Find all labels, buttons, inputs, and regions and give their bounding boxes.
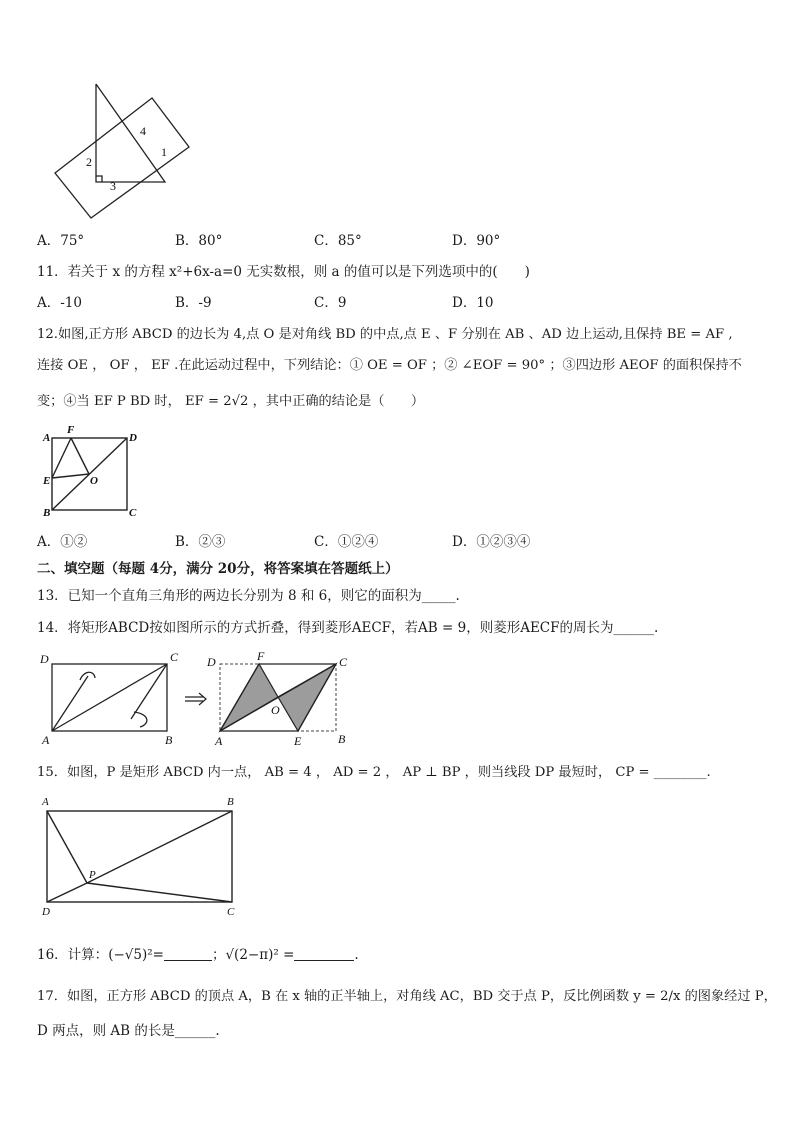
q12-option-b: B．②③: [175, 534, 226, 550]
q14-right-label-e: E: [294, 734, 302, 748]
q10-label-4: 4: [140, 124, 146, 138]
q14-right-label-f: F: [257, 649, 265, 663]
q15-segment-dp: [47, 883, 87, 902]
q15-label-c: C: [227, 906, 235, 918]
q14-left-label-a: A: [42, 733, 50, 747]
q15-segment-ap: [47, 811, 87, 883]
q10-option-a: A．75°: [37, 233, 85, 249]
q10-label-2: 2: [86, 155, 92, 169]
q15-segment-bp: [87, 811, 232, 883]
q16-end: .: [354, 947, 359, 963]
q10-option-d: D．90°: [452, 233, 501, 249]
q12-option-d: D．①②③④: [452, 534, 531, 550]
q15-label-p: P: [89, 869, 96, 881]
q10-label-3: 3: [110, 179, 116, 193]
q14-left-label-d: D: [40, 652, 49, 666]
q10-option-b: B．80°: [175, 233, 223, 249]
q14-right-label-c: C: [339, 655, 348, 669]
q14-right-label-b: B: [338, 732, 346, 746]
q16-separator: ；: [211, 947, 226, 963]
q16-expression-2: √(2−π)² =: [225, 947, 295, 963]
section-title: 二、填空题（每题 4分，满分 20分，将答案填在答题纸上）: [37, 561, 399, 577]
q11-option-d: D．10: [452, 295, 494, 311]
q12-label-e: E: [43, 475, 51, 487]
q11-question: 11．若关于 x 的方程 x²+6x-a=0 无实数根，则 a 的值可以是下列选项中的( ): [37, 264, 530, 280]
q11-option-c: C．9: [314, 295, 347, 311]
q14-right-label-d: D: [207, 655, 216, 669]
q17-question-line1: 17．如图，正方形 ABCD 的顶点 A，B 在 x 轴的正半轴上，对角线 AC，BD 交于点 P，反比例函数 y = 2/x 的图象经过 P，: [37, 989, 777, 1004]
q12-option-a: A．①②: [37, 534, 88, 550]
q16-question: [37, 943, 359, 963]
q10-label-1: 1: [161, 145, 167, 159]
q14-question: 14．将矩形ABCD按如图所示的方式折叠，得到菱形AECF，若AB = 9，则菱形AECF的周长为______.: [37, 620, 659, 636]
q12-question-line1: 12.如图,正方形 ABCD 的边长为 4,点 O 是对角线 BD 的中点,点 E 、F 分别在 AB 、AD 边上运动,且保持 BE = AF ,: [37, 327, 733, 342]
q14-right-label-a: A: [215, 734, 223, 748]
q12-label-o: O: [90, 475, 98, 487]
q17-question-line2: D 两点，则 AB 的长是______.: [37, 1023, 220, 1039]
q16-prefix: 16．计算：: [37, 947, 109, 963]
q12-question-line2: 连接 OE ， OF ， EF .在此运动过程中，下列结论：① OE = OF ；② ∠EOF = 90° ；③四边形 AEOF 的面积保持不: [37, 358, 742, 373]
q15-label-b: B: [227, 796, 234, 808]
q15-question: 15．如图，P 是矩形 ABCD 内一点， AB = 4 ， AD = 2 ， AP ⊥ BP ，则当线段 DP 最短时， CP = ________.: [37, 765, 711, 780]
q12-label-c: C: [129, 507, 137, 519]
q12-option-c: C．①②④: [314, 534, 379, 550]
q11-option-b: B．-9: [175, 295, 212, 311]
q14-left-label-b: B: [165, 733, 173, 747]
q14-right-label-o: O: [271, 703, 280, 717]
q12-label-d: D: [129, 432, 137, 444]
q13-question: 13．已知一个直角三角形的两边长分别为 8 和 6，则它的面积为_____.: [37, 588, 460, 604]
q15-label-a: A: [42, 796, 49, 808]
q15-segment-cp: [87, 883, 232, 902]
q11-option-a: A．-10: [37, 295, 82, 311]
q14-left-label-c: C: [170, 650, 179, 664]
q15-label-d: D: [42, 906, 50, 918]
q16-blank-2: [294, 946, 354, 961]
q12-label-f: F: [67, 424, 75, 436]
q12-label-a: A: [43, 432, 51, 444]
q16-expression-1: (−√5)²=: [108, 947, 164, 963]
q10-option-c: C．85°: [314, 233, 362, 249]
q12-label-b: B: [43, 507, 51, 519]
q12-question-line3: 变；④当 EF P BD 时， EF = 2√2 ，其中正确的结论是（ ）: [37, 394, 425, 409]
q16-blank-1: [164, 946, 212, 961]
